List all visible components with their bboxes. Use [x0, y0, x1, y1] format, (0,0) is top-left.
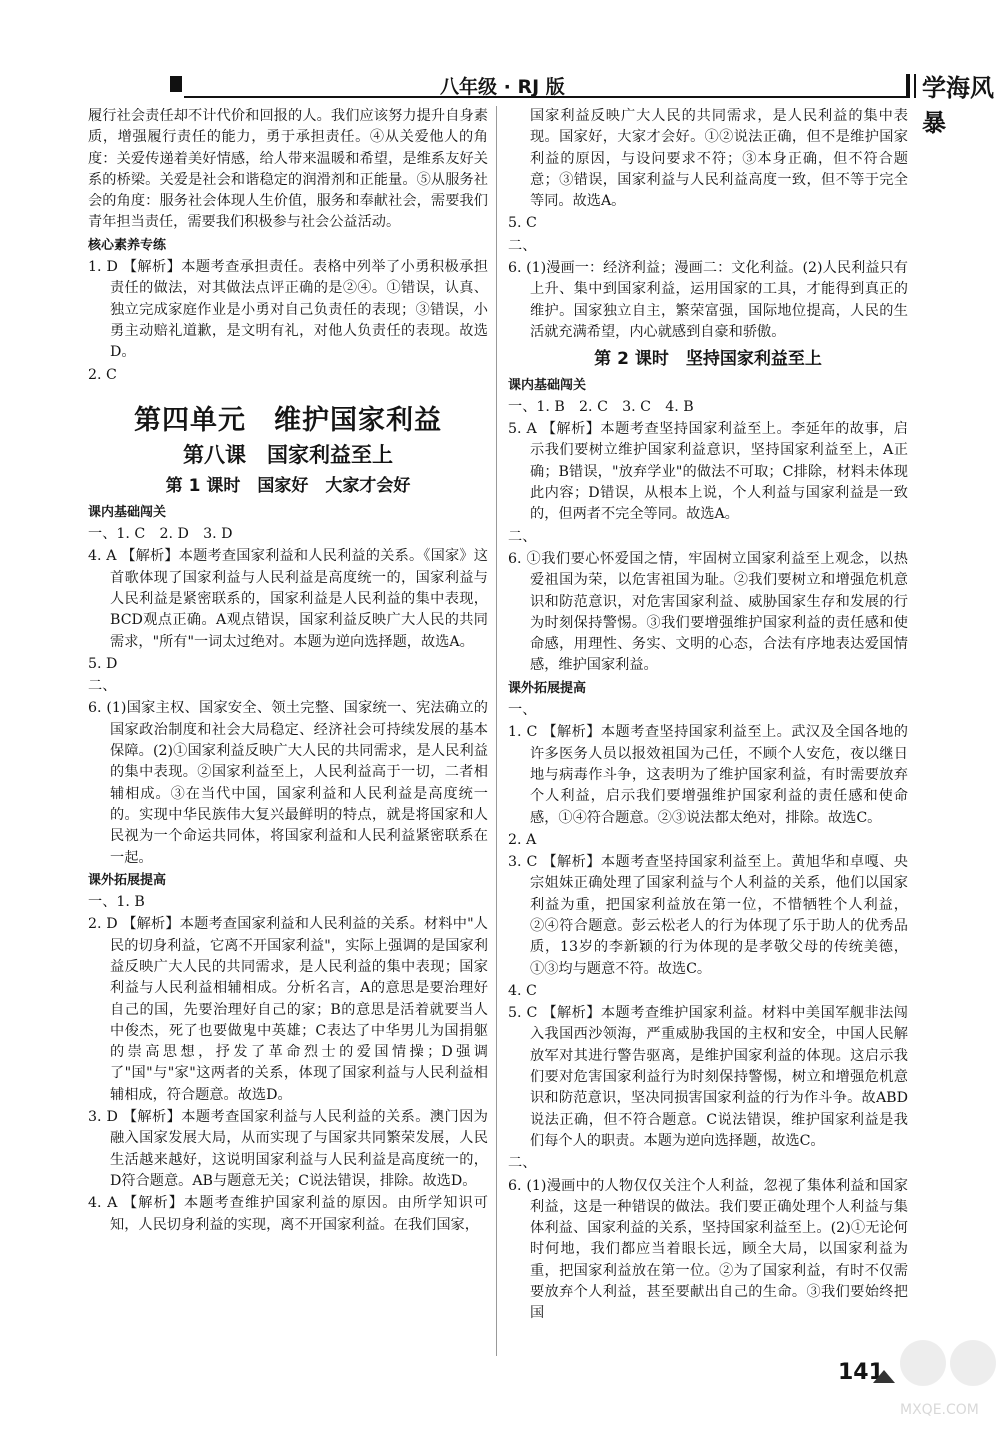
watermark-circle-icon	[950, 1340, 996, 1386]
header-square-mark	[170, 76, 182, 92]
answer-item: 4. C	[508, 982, 537, 999]
period-title: 第 2 课时 坚持国家利益至上	[594, 349, 822, 370]
answer-item: 6. (1)漫画中的人物仅仅关注个人利益，忽视了集体利益和国家利益，这是一种错误的做法。我们要正确处理个人利益与集体利益、国家利益的关系，坚持国家利益至上。(2)①无论何时何地，我们都应当着眼长远，顾全大局，以国家利益为重，把国家利益放在第一位。②为了国家利益，有时不仅需要放弃个人利益，甚至要献出自己的生命。③我们要始终把国	[508, 1177, 908, 1322]
unit-title: 第四单元 维护国家利益	[134, 404, 442, 436]
page-number: 141	[838, 1360, 884, 1385]
part-marker: 二、	[508, 237, 537, 254]
section-label: 课外拓展提高	[88, 872, 167, 888]
answer-item: 5. D	[88, 655, 118, 672]
header-title: 八年级 · RJ 版	[440, 76, 565, 98]
watermark-circle-icon	[900, 1340, 946, 1386]
answer-item: 一、1. B	[88, 894, 145, 911]
watermark-text: MXQE.COM	[900, 1402, 979, 1418]
part-marker: 一、	[508, 702, 537, 719]
answer-item: 3. D 【解析】本题考查国家利益与人民利益的关系。澳门因为融入国家发展大局，从而实现了与国家共同繁荣发展，人民生活越来越好，这说明国家利益与人民利益是高度统一的，D符合题意。AB与题意无关；C说法错误，排除。故选D。	[88, 1109, 488, 1189]
left-column	[88, 106, 488, 1237]
answer-item: 一、1. C 2. D 3. D	[88, 526, 233, 543]
brand-logo: 学海风暴	[922, 74, 994, 137]
column-divider	[496, 106, 497, 1356]
paragraph: 国家利益反映广大人民的共同需求，是人民利益的集中表现。国家好，大家才会好。①②说法正确，但不是维护国家利益的原因，与设问要求不符；③本身正确，但不符合题意；③错误，国家利益与人民利益高度一致，但不等于完全等同。故选A。	[530, 108, 908, 210]
answer-item: 2. A	[508, 831, 537, 848]
period-title: 第 1 课时 国家好 大家才会好	[165, 476, 411, 497]
header-bar	[906, 74, 910, 98]
answer-item: 4. A 【解析】本题考查国家利益和人民利益的关系。《国家》这首歌体现了国家利益与人民利益是高度统一的，国家利益与人民利益是紧密联系的，国家利益是人民利益的集中表现，BCD观点正确。A观点错误，国家利益反映广大人民的共同需求，"所有"一词太过绝对。本题为逆向选择题，故选A。	[88, 548, 488, 650]
part-marker: 二、	[88, 678, 117, 695]
answer-item: 一、1. B 2. C 3. C 4. B	[508, 398, 694, 415]
section-label: 课内基础闯关	[508, 377, 587, 393]
right-column	[508, 106, 908, 1326]
part-marker: 二、	[508, 1155, 537, 1172]
part-marker: 二、	[508, 528, 537, 545]
answer-item: 6. (1)国家主权、国家安全、领土完整、国家统一、宪法确立的国家政治制度和社会大局稳定、经济社会可持续发展的基本保障。(2)①国家利益反映广大人民的共同需求，是人民利益的集中表现。②国家利益至上，人民利益高于一切，二者相辅相成。③在当代中国，国家利益和人民利益是高度统一的。实现中华民族伟大复兴最鲜明的特点，就是将国家和人民视为一个命运共同体，将国家利益和人民利益紧密联系在一起。	[88, 700, 488, 866]
answer-item: 1. D 【解析】本题考查承担责任。表格中列举了小勇积极承担责任的做法，对其做法点评正确的是②④。①错误，认真、独立完成家庭作业是小勇对自己负责任的表现；③错误，小勇主动赔礼道歉，是文明有礼，对他人负责任的表现。故选D。	[88, 259, 488, 361]
answer-item: 6. ①我们要心怀爱国之情，牢固树立国家利益至上观念，以热爱祖国为荣，以危害祖国为耻。②我们要树立和增强危机意识和防范意识，对危害国家利益、威胁国家生存和发展的行为时刻保持警惕。③我们要增强维护国家利益的责任感和使命感，用理性、务实、文明的心态，合法有序地表达爱国情感，维护国家利益。	[508, 550, 908, 674]
page-header	[170, 72, 1000, 137]
answer-item: 5. A 【解析】本题考查坚持国家利益至上。李延年的故事，启示我们要树立维护国家利益意识，坚持国家利益至上，A正确；B错误，"放弃学业"的做法不可取；C排除，材料未体现此内容；D错误，从根本上说，个人利益与国家利益是一致的，但两者不完全等同。故选A。	[508, 421, 908, 523]
answer-item: 4. A 【解析】本题考查维护国家利益的原因。由所学知识可知，人民切身利益的实现，离不开国家利益。在我们国家，	[88, 1195, 488, 1233]
section-label: 课内基础闯关	[88, 504, 167, 520]
lesson-title: 第八课 国家利益至上	[183, 443, 393, 468]
answer-item: 5. C 【解析】本题考查维护国家利益。材料中美国军舰非法闯入我国西沙领海，严重威胁我国的主权和安全，中国人民解放军对其进行警告驱离，是维护国家利益的体现。这启示我们要对危害国家利益行为时刻保持警惕，树立和增强危机意识和防范意识，坚决同损害国家利益的行为作斗争。故ABD说法正确，但不符合题意。C说法错误，维护国家利益是我们每个人的职责。本题为逆向选择题，故选C。	[508, 1005, 908, 1149]
header-bar-thin	[914, 74, 916, 98]
answer-item: 2. D 【解析】本题考查国家利益和人民利益的关系。材料中"人民的切身利益，它离不开国家利益"，实际上强调的是国家利益反映广大人民的共同需求，是人民利益的集中表现；国家利益与人民利益相辅相成。分析名言，A的意思是要治理好自己的国，先要治理好自己的家；B的意思是活着就要当人中俊杰，死了也要做鬼中英雄；C表达了中华男儿为国捐躯的崇高思想，抒发了革命烈士的爱国情操；D强调了"国"与"家"这两者的关系，体现了国家利益与人民利益相辅相成，符合题意。故选D。	[88, 916, 488, 1103]
answer-item: 2. C	[88, 366, 117, 383]
section-label: 核心素养专练	[88, 237, 167, 253]
watermark	[900, 1340, 1000, 1430]
answer-item: 3. C 【解析】本题考查坚持国家利益至上。黄旭华和卓嘎、央宗姐妹正确处理了国家利益与个人利益的关系，他们以国家利益为重，把国家利益放在第一位，不惜牺牲个人利益，②④符合题意。彭云松老人的行为体现了乐于助人的优秀品质，13岁的李新颖的行为体现的是孝敬父母的传统美德，①③均与题意不符。故选C。	[508, 854, 908, 977]
answer-item: 5. C	[508, 215, 537, 232]
paragraph: 履行社会责任却不计代价和回报的人。我们应该努力提升自身素质，增强履行责任的能力，勇于承担责任。④从关爱他人的角度：关爱传递着美好情感，给人带来温暖和希望，是维系友好关系的桥梁。关爱是社会和谐稳定的润滑剂和正能量。⑤从服务社会的角度：服务社会体现人生价值，服务和奉献社会，需要我们青年担当责任，需要我们积极参与社会公益活动。	[88, 108, 488, 231]
page-marker-triangle-icon	[873, 1370, 895, 1383]
section-label: 课外拓展提高	[508, 680, 587, 696]
answer-item: 6. (1)漫画一：经济利益；漫画二：文化利益。(2)人民利益只有上升、集中到国家利益，运用国家的工具，才能得到真正的维护。国家独立自主，繁荣富强，国际地位提高，人民的生活就充满希望，内心就感到自豪和骄傲。	[508, 260, 908, 340]
answer-item: 1. C 【解析】本题考查坚持国家利益至上。武汉及全国各地的许多医务人员以报效祖国为己任，不顾个人安危，夜以继日地与病毒作斗争，这表明为了维护国家利益，有时需要放弃个人利益，启示我们要增强维护国家利益的责任感和使命感，①④符合题意。②③说法都太绝对，排除。故选C。	[508, 724, 908, 826]
